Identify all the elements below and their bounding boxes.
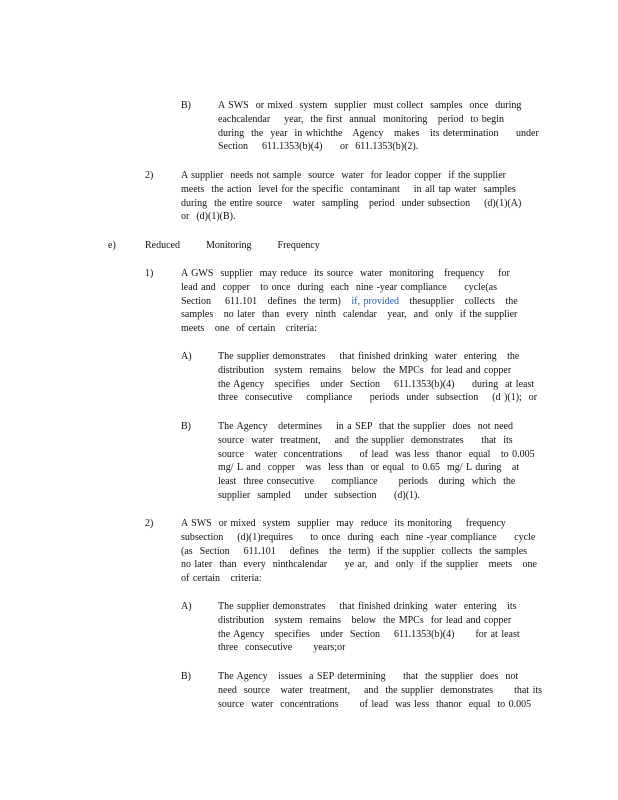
item-label-1: 1) [145,268,154,279]
text-line: subsection (d)(1)requires to once during each nine -year compliance cycle [181,531,536,543]
inserted-text-link[interactable]: if, provided [347,295,403,307]
text-line: The supplier demonstrates that finished drinking water entering the [218,351,520,362]
text-line: A SWS or mixed system supplier must collect samples once during [218,100,522,111]
text-segment: thesupplier collects the [402,295,518,307]
text-line: three consecutive compliance periods under subsection (d )(1); or [218,392,538,404]
text-line: source water treatment, and the supplier demonstrates that its [218,434,513,446]
text-line [181,295,526,309]
text-line: A supplier needs not sample source water for leador copper if the supplier [181,170,506,181]
item-label-a: A) [181,351,192,362]
paragraph-2b-sep [218,670,543,711]
text-line: mg/ L and copper was less than or equal to 0.65 mg/ L during at [218,462,520,474]
text-line: Section 611.1353(b)(4) or 611.1353(b)(2). [218,141,419,153]
text-line: source water concentrations of lead was less thanor equal to 0.005 [218,448,535,460]
item-label-2: 2) [145,170,154,181]
text-line: no later than every ninthcalendar ye ar, and only if the supplier meets one [181,559,537,571]
text-line: meets one of certain criteria: [181,323,317,335]
text-line: three consecutive years;or [218,642,346,654]
text-line: eachcalendar year, the first annual monitoring period to begin [218,113,504,125]
text-line: of certain criteria: [181,573,262,585]
paragraph-b-sws-annual [218,99,538,154]
text-line: distribution system remains below the MPCs for lead and copper [218,364,512,376]
item-label-a: A) [181,601,192,612]
text-line: supplier sampled under subsection (d)(1). [218,489,420,501]
paragraph-2-sws-reduce [181,517,536,586]
text-line: samples no later than every ninth calendar year, and only if the supplier [181,309,518,321]
text-line: A GWS supplier may reduce its source water monitoring frequency for [181,268,510,279]
paragraph-1b-sep [218,420,543,503]
text-line: during the entire source water sampling period under subsection (d)(1)(A) [181,197,522,209]
section-heading: Reduced Monitoring Frequency [145,240,320,251]
text-segment: Section 611.101 defines the term) [181,295,348,307]
paragraph-1-gws-reduce [181,267,526,336]
text-line: The Agency issues a SEP determining that the supplier does not [218,671,519,682]
paragraph-2a-demonstrates [218,600,543,655]
text-line: The Agency determines in a SEP that the supplier does not need [218,421,513,432]
text-line: or (d)(1)(B). [181,211,236,223]
paragraph-2-no-sample [181,169,521,224]
text-line: A SWS or mixed system supplier may reduce its monitoring frequency [181,518,506,529]
text-line: (as Section 611.101 defines the term) if the supplier collects the samples [181,545,528,557]
item-label-b: B) [181,421,191,432]
text-line: least three consecutive compliance periods during which the [218,476,516,488]
text-line: source water concentrations of lead was less thanor equal to 0.005 [218,698,532,710]
text-line: need source water treatment, and the supplier demonstrates that its [218,684,543,696]
text-line: during the year in whichthe Agency makes its determination under [218,127,539,139]
text-line: The supplier demonstrates that finished drinking water entering its [218,601,517,612]
text-line: lead and copper to once during each nine -year compliance cycle(as [181,281,497,293]
text-line: meets the action level for the specific contaminant in all tap water samples [181,183,516,195]
text-line: the Agency specifies under Section 611.1353(b)(4) for at least [218,628,520,640]
item-label-b: B) [181,100,191,111]
item-label-b: B) [181,671,191,682]
item-label-2: 2) [145,518,154,529]
section-label-e: e) [108,240,116,251]
paragraph-1a-demonstrates [218,350,543,405]
text-line: distribution system remains below the MPCs for lead and copper [218,614,512,626]
text-line: the Agency specifies under Section 611.1353(b)(4) during at least [218,378,535,390]
